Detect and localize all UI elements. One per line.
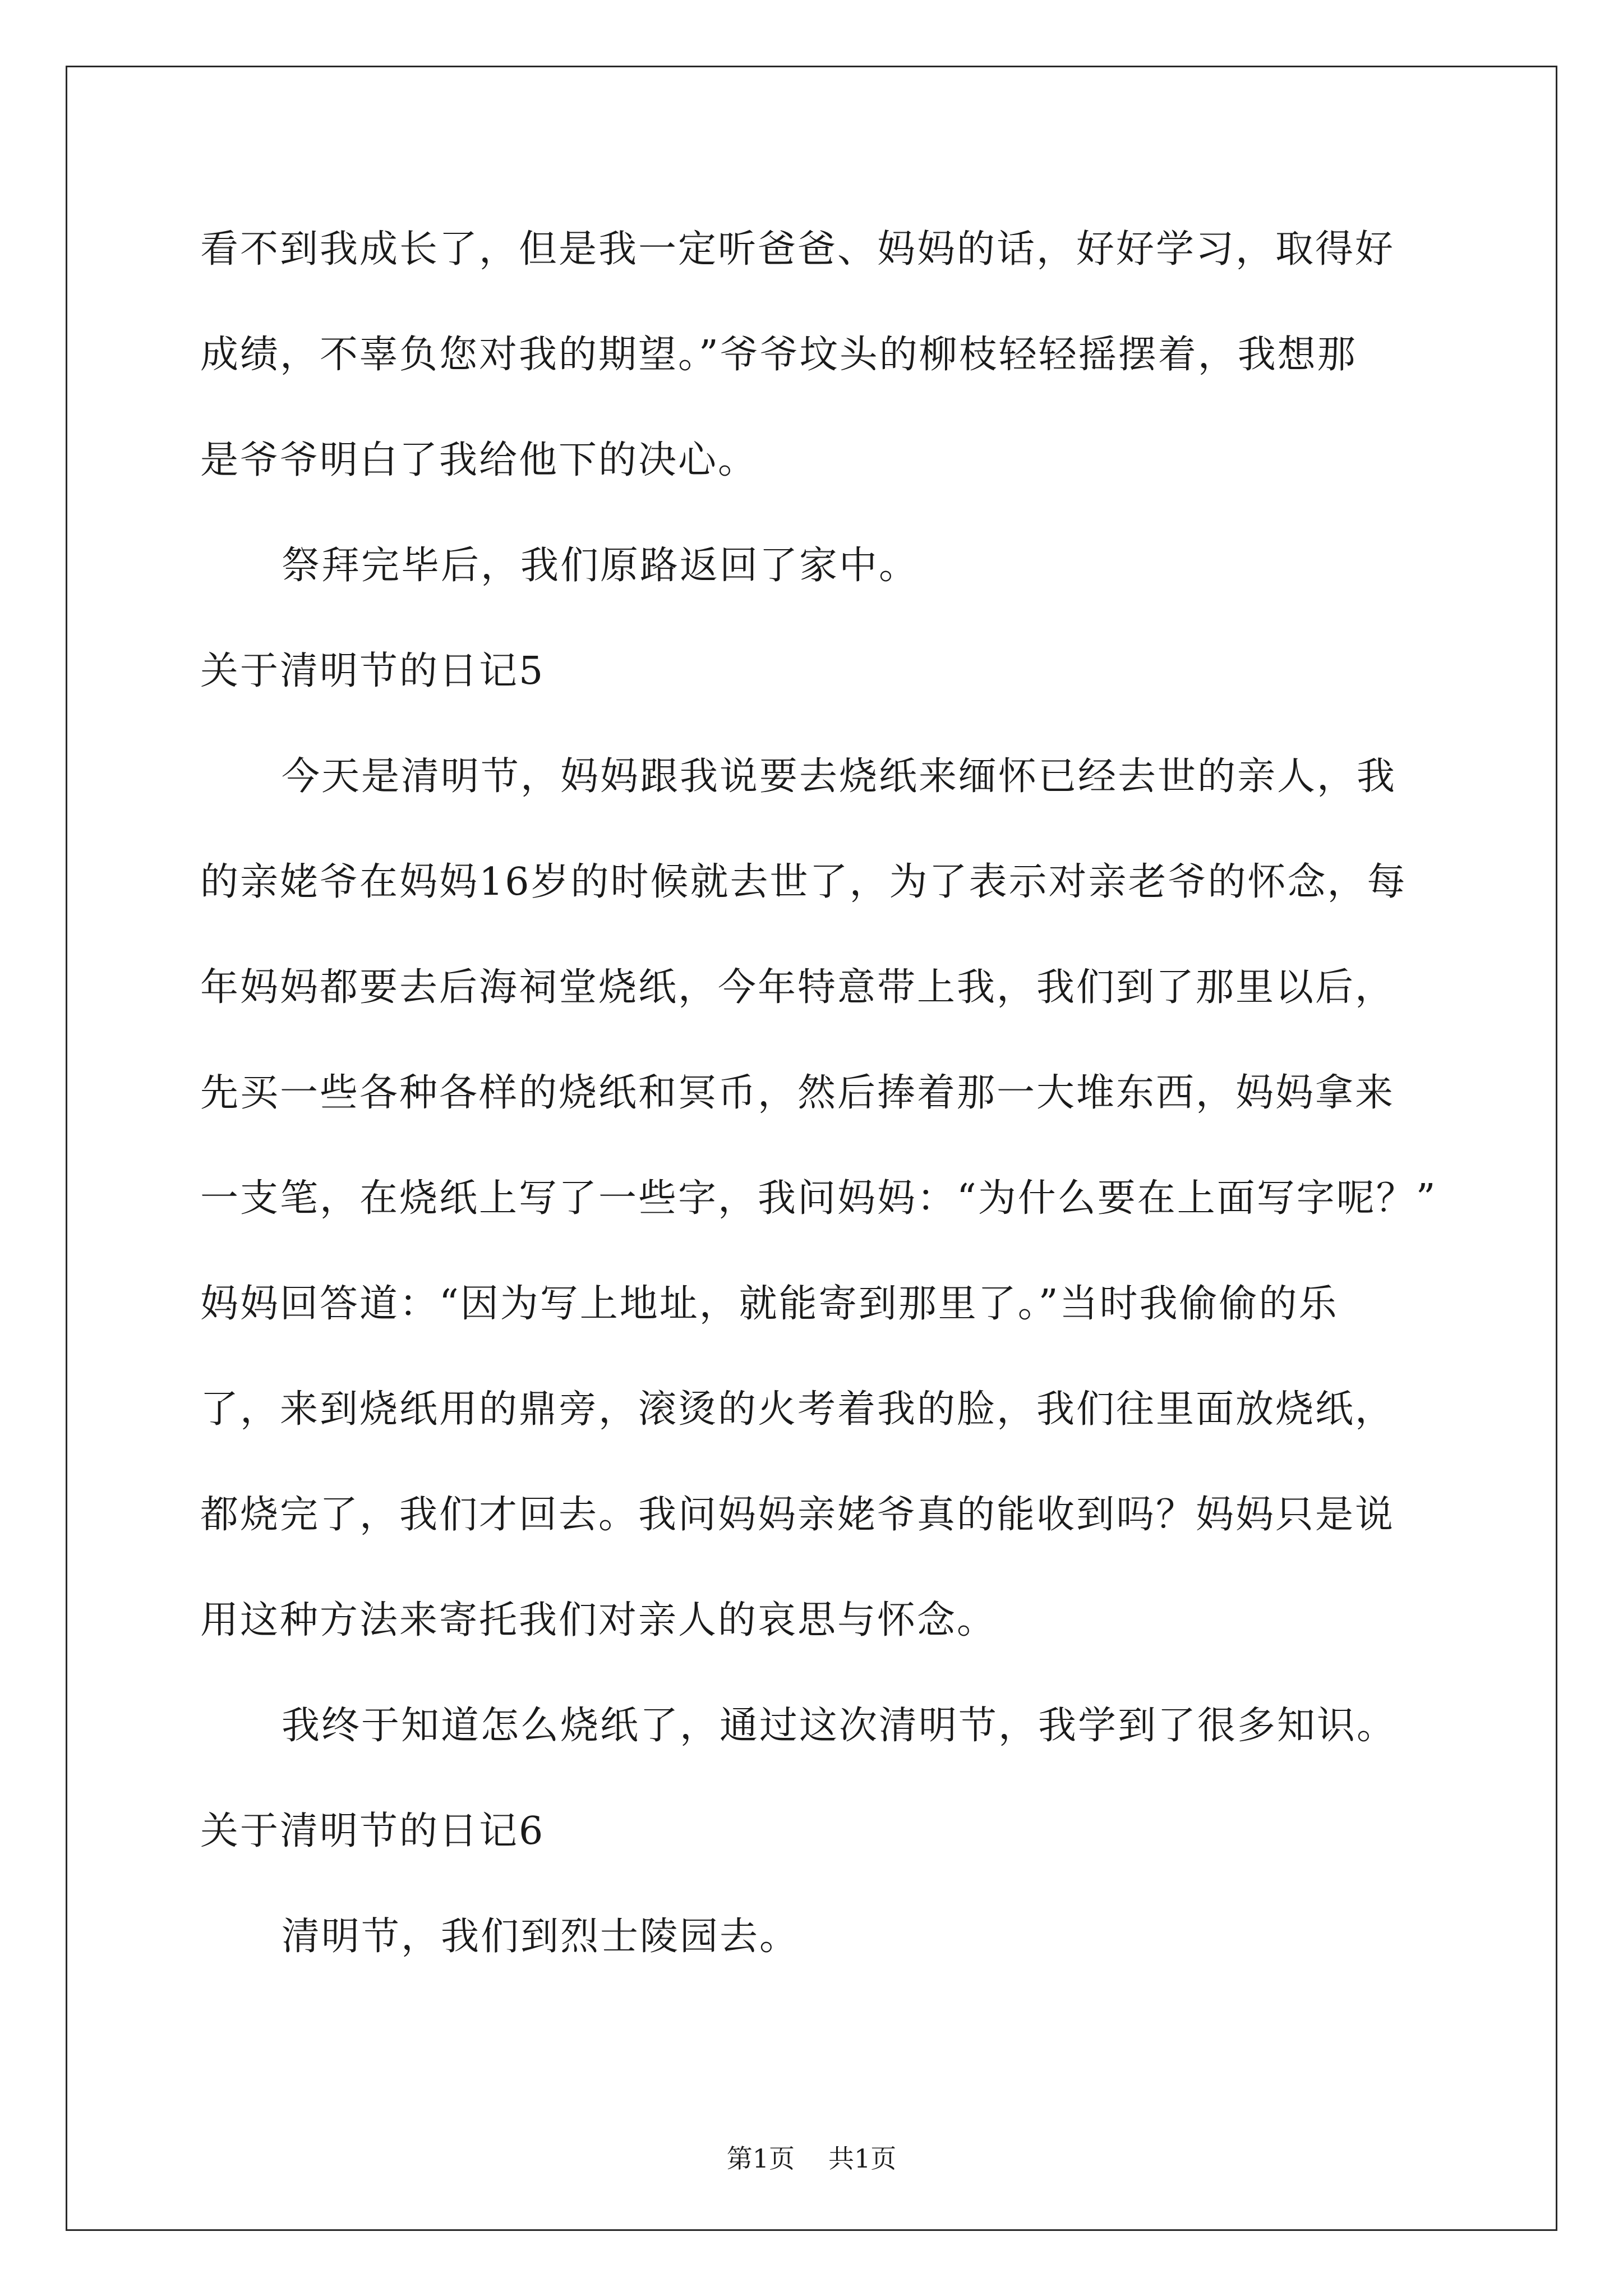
text-line: 了，来到烧纸用的鼎旁，滚烫的火考着我的脸，我们往里面放烧纸， [200, 1387, 1395, 1432]
text-line: 祭拜完毕后，我们原路返回了家中。 [282, 544, 919, 588]
text-line: 看不到我成长了，但是我一定听爸爸、妈妈的话，好好学习，取得好 [200, 227, 1395, 272]
page-number: 第1页 [726, 2143, 795, 2174]
page-footer [0, 2138, 1623, 2175]
section-heading: 关于清明节的日记6 [200, 1809, 545, 1853]
document-body [200, 213, 1490, 2006]
text-line: 成绩，不辜负您对我的期望。”爷爷坟头的柳枝轻轻摇摆着，我想那 [200, 333, 1357, 377]
text-line: 今天是清明节，妈妈跟我说要去烧纸来缅怀已经去世的亲人，我 [282, 754, 1397, 799]
text-line: 妈妈回答道：“因为写上地址，就能寄到那里了。”当时我偷偷的乐 [200, 1282, 1339, 1326]
text-line: 都烧完了，我们才回去。我问妈妈亲姥爷真的能收到吗？妈妈只是说 [200, 1493, 1395, 1537]
text-line: 我终于知道怎么烧纸了，通过这次清明节，我学到了很多知识。 [282, 1704, 1397, 1748]
section-heading: 关于清明节的日记5 [200, 649, 545, 693]
page-total: 共1页 [828, 2143, 897, 2174]
text-line: 先买一些各种各样的烧纸和冥币，然后捧着那一大堆东西，妈妈拿来 [200, 1071, 1395, 1115]
text-line: 一支笔，在烧纸上写了一些字，我问妈妈：“为什么要在上面写字呢？” [200, 1176, 1437, 1221]
text-line: 清明节，我们到烈士陵园去。 [282, 1915, 800, 1959]
text-line: 的亲姥爷在妈妈16岁的时候就去世了，为了表示对亲老爷的怀念，每 [200, 860, 1407, 904]
text-line: 是爷爷明白了我给他下的决心。 [200, 438, 758, 482]
text-line: 用这种方法来寄托我们对亲人的哀思与怀念。 [200, 1598, 997, 1642]
text-line: 年妈妈都要去后海祠堂烧纸，今年特意带上我，我们到了那里以后， [200, 965, 1395, 1010]
